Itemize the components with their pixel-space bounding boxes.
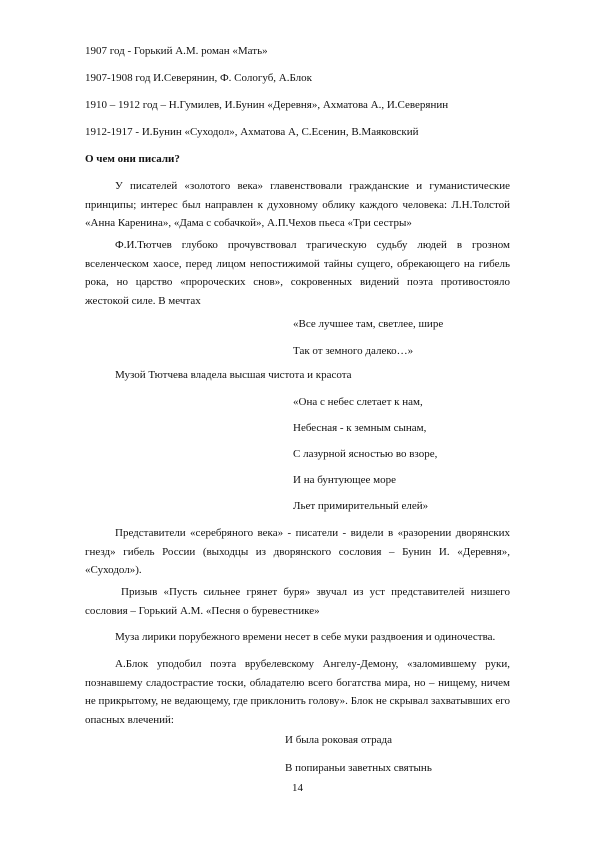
chronology-line-1907-1908: 1907-1908 год И.Северянин, Ф. Сологуб, А.Блок bbox=[85, 72, 312, 84]
paragraph-muse-lyrics: Муза лирики порубежного времени несет в себе муки раздвоения и одиночества. bbox=[115, 631, 496, 643]
verse-line: «Она с небес слетает к нам, bbox=[293, 396, 423, 408]
verse-line: И на бунтующее море bbox=[293, 474, 396, 486]
verse-line: В попираньи заветных святынь bbox=[285, 762, 432, 774]
paragraph-golden-age: У писателей «золотого века» главенствовали гражданские и гуманистические принципы; интерес был направлен к духовному облику каждого человека: Л.Н.Толстой «Анна Каренина», «Дама с собачкой», А.П.Чехов пьеса «Три сестры» bbox=[85, 180, 510, 229]
verse-line: Небесная - к земным сынам, bbox=[293, 422, 427, 434]
page-number: 14 bbox=[292, 782, 303, 794]
chronology-line-1912-1917: 1912-1917 - И.Бунин «Суходол», Ахматова А, С.Есенин, В.Маяковский bbox=[85, 126, 419, 138]
question-heading: О чем они писали? bbox=[85, 153, 180, 165]
paragraph-gorky: Призыв «Пусть сильнее грянет буря» звучал из уст представителей низшего сословия – Горький А.М. «Песня о буревестнике» bbox=[85, 586, 510, 617]
verse-line: «Все лучшее там, светлее, шире bbox=[293, 318, 444, 330]
chronology-line-1910-1912: 1910 – 1912 год – Н.Гумилев, И.Бунин «Деревня», Ахматова А., И.Северянин bbox=[85, 99, 449, 111]
paragraph-tyutchev-muse: Музой Тютчева владела высшая чистота и красота bbox=[115, 369, 352, 381]
chronology-line-1907: 1907 год - Горький А.М. роман «Мать» bbox=[85, 45, 268, 57]
paragraph-blok: А.Блок уподобил поэта врубелевскому Ангелу-Демону, «заломившему руки, познавшему сладострастие тоски, обладателю всего богатства мира, но – нищему, ничем не прикрытому, не ведающему, где приклонить голову». Блок не скрывал захватывших его опасных влечений: bbox=[85, 658, 510, 726]
paragraph-silver-age: Представители «серебряного века» - писатели - видели в «разорении дворянских гнезд» гибель России (выходцы из дворянского сословия – Бунин И. «Деревня», «Суходол»). bbox=[85, 527, 510, 576]
verse-line: И была роковая отрада bbox=[285, 734, 392, 746]
verse-line: Льет примирительный елей» bbox=[293, 500, 429, 512]
paragraph-tyutchev: Ф.И.Тютчев глубоко прочувствовал трагическую судьбу людей в грозном вселенческом хаосе, перед лицом непостижимой тайны сущего, обрекающего на гибель рока, но царство «пророческих снов», сокровенных видений поэта противостояло жестокой силе. В мечтах bbox=[85, 239, 510, 307]
verse-line: Так от земного далеко…» bbox=[293, 345, 414, 357]
verse-line: С лазурной ясностью во взоре, bbox=[293, 448, 438, 460]
